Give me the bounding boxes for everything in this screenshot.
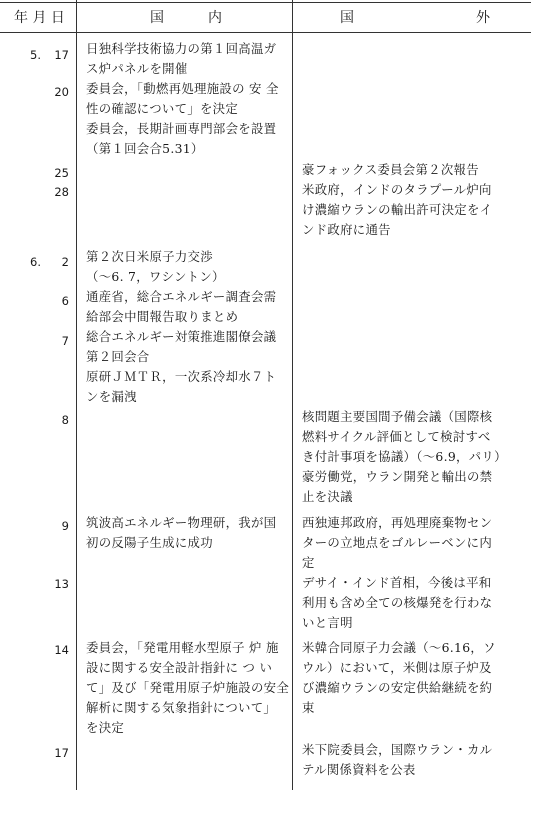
domestic-line: ンを漏洩: [86, 389, 137, 404]
foreign-line: 燃料サイクル評価として検討すべ: [302, 429, 491, 444]
domestic-line: 原研ＪＭＴＲ，一次系冷却水７ト: [86, 369, 277, 384]
day-label: 13: [54, 577, 69, 591]
foreign-line: 定: [302, 555, 315, 570]
domestic-line: 設に関する安全設計指針に つ い: [86, 660, 273, 675]
header-domestic-char2: 内: [208, 10, 222, 26]
header-foreign-char2: 外: [476, 10, 490, 26]
foreign-line: テル関係資料を公表: [302, 762, 416, 777]
foreign-line: デサイ・インド首相，今後は平和: [302, 575, 492, 590]
month-label: 5.: [30, 48, 41, 62]
header-date: 年 月 日: [14, 10, 65, 26]
foreign-line: 豪フォックス委員会第２次報告: [302, 162, 479, 177]
domestic-line: （〜6. 7，ワシントン）: [86, 269, 225, 284]
domestic-line: 性の確認について」を決定: [86, 101, 239, 116]
day-label: 9: [61, 519, 69, 533]
foreign-line: ンド政府に通告: [302, 222, 391, 237]
day-label: 8: [61, 413, 69, 427]
foreign-line: ウル）において，米側は原子炉及: [302, 660, 492, 675]
domestic-line: 委員会，「発電用軽水型原子 炉 施: [86, 640, 279, 655]
domestic-line: 委員会，「動燃再処理施設の 安 全: [86, 81, 279, 96]
header-domestic-char1: 国: [150, 10, 164, 26]
domestic-line: 第２回会合: [86, 349, 150, 364]
day-label: 28: [54, 185, 69, 199]
foreign-line: 利用も含め全ての核爆発を行わな: [302, 595, 493, 610]
day-label: 17: [54, 48, 69, 62]
foreign-line: け濃縮ウランの輸出許可決定をイ: [302, 202, 493, 217]
foreign-line: 核問題主要国間予備会議（国際核: [302, 409, 493, 424]
domestic-line: 通産省，総合エネルギー調査会需: [86, 289, 277, 304]
foreign-line: 米韓合同原子力会議（〜6.16，ソ: [302, 640, 496, 655]
domestic-line: （第１回会合5.31）: [86, 141, 204, 156]
header-foreign-char1: 国: [340, 10, 354, 26]
day-label: 14: [54, 643, 69, 657]
foreign-line: 米政府，インドのタラプール炉向: [302, 182, 492, 197]
day-label: 17: [54, 746, 69, 760]
foreign-line: ターの立地点をゴルレーベンに内: [302, 535, 493, 550]
day-label: 2: [61, 255, 69, 269]
foreign-line: 西独連邦政府，再処理廃棄物セン: [302, 515, 493, 530]
foreign-line: 米下院委員会，国際ウラン・カル: [302, 742, 493, 757]
foreign-line: 束: [302, 700, 315, 715]
domestic-line: 総合エネルギー対策推進閣僚会議: [86, 329, 277, 344]
day-label: 25: [54, 166, 69, 180]
domestic-line: て」及び「発電用原子炉施設の安全: [86, 680, 290, 695]
domestic-line: 委員会，長期計画専門部会を設置: [86, 121, 277, 136]
domestic-line: 第２次日米原子力交渉: [86, 249, 213, 264]
day-label: 6: [61, 294, 69, 308]
header-bottom-rule: [0, 32, 531, 33]
foreign-line: 豪労働党，ウラン開発と輸出の禁: [302, 469, 493, 484]
day-label: 20: [54, 85, 69, 99]
domestic-line: 解析に関する気象指針について」: [86, 700, 277, 715]
table-top-rule: [0, 2, 531, 3]
domestic-line: 筑波高エネルギー物理研，我が国: [86, 515, 277, 530]
month-label: 6.: [30, 255, 41, 269]
foreign-line: び濃縮ウランの安定供給継続を約: [302, 680, 493, 695]
domestic-line: を決定: [86, 720, 125, 735]
domestic-line: 日独科学技術協力の第１回高温ガ: [86, 41, 277, 56]
foreign-line: き付計事項を協議）（〜6.9，パリ）: [302, 449, 507, 464]
domestic-line: ス炉パネルを開催: [86, 61, 188, 76]
day-label: 7: [61, 334, 69, 348]
column-divider-date: [76, 0, 77, 790]
foreign-line: いと言明: [302, 615, 353, 630]
column-divider-domestic: [292, 0, 293, 790]
domestic-line: 初の反陽子生成に成功: [86, 535, 213, 550]
foreign-line: 止を決議: [302, 489, 353, 504]
domestic-line: 給部会中間報告取りまとめ: [86, 309, 239, 324]
